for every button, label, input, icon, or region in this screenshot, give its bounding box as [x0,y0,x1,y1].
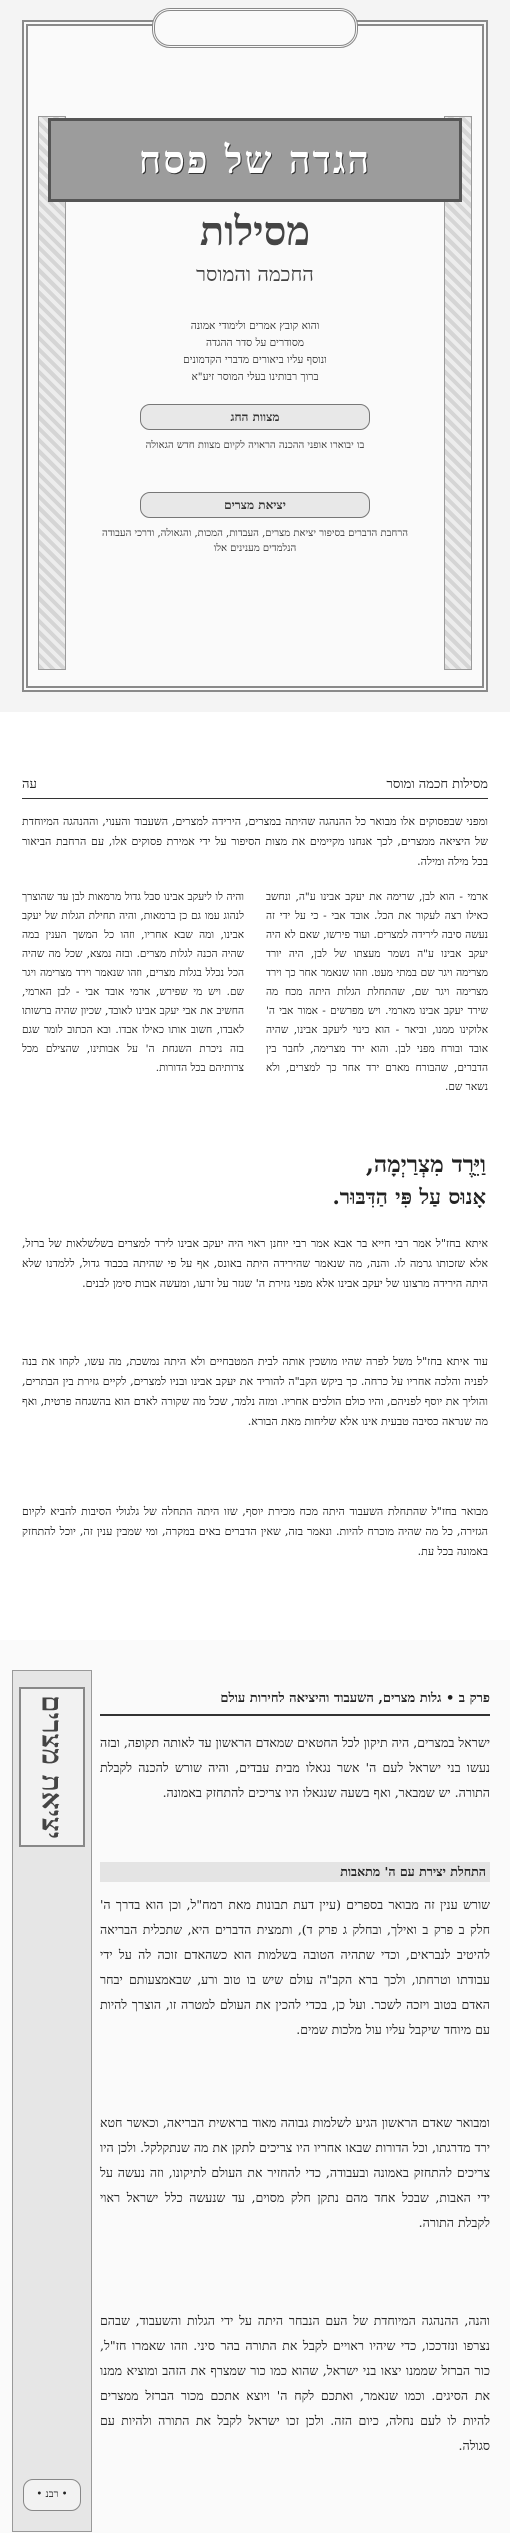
cover-subtitle: מסילות [199,208,311,255]
cover-description [90,318,420,386]
side-tab-title: יציאת מצרים [19,1687,85,1847]
chapter-header: פרק ב • גלות מצרים, השעבוד והיציאה לחירות עולם [100,1690,490,1716]
book-page-3 [0,1640,510,2533]
intro-paragraph: ומפני שבפסוקים אלו מבואר כל ההנהגה שהיתה במצרים, הירידה למצרים, השעבוד והענוי, וההנהגה המיוחדת של היציאה ממצרים, לכך אנחנו מקיימים את מצות הסיפור על ידי אמירת פסוקים אלו, עם הרחבת הביאור בכל מילה ומילה. [22,815,488,868]
section-subheading: אָנוּס עַל פִּי הַדִּבּוּר. [332,1184,486,1209]
page-number: עה [22,777,37,792]
paragraph: שורש ענין זה מבואר בספרים (עיין דעת תבונות מאת רמח"ל, וכן הוא בדרך ה' חלק ב פרק ב ואילך, ובחלק ג פרק ד), ותמצית הדברים היא, שתכלית הבריאה להיטיב לנבראים, וכדי שתהיה הטובה בשלמות הוא כשהאדם זוכה לה על ידי עבודתו וטרחתו, ולכך ברא הקב"ה עולם שיש בו טוב ורע, שבאמצעותם יבחר האדם בטוב ויזכה לשכר. ועל כן, בכדי להכין את העולם למטרה זו, הוצרך להיות עם מיוחד שיקבל עליו עול מלכות שמים. [100,1897,490,2037]
cover-line: מסודרים על סדר ההגדה [205,337,305,349]
cover-banner-2: יציאת מצרים [140,492,370,518]
cover-banner-1: מצוות החג [140,404,370,430]
side-tab [12,1670,92,2532]
paragraph: איתא בחז"ל אמר רבי חייא בר אבא אמר רבי יוחנן ראוי היה יעקב אבינו לירד למצרים בשלשלאות של ברזל, אלא שזכותו גרמה לו. והנה, מה שנאמר שהירידה היתה באונס, אף על פי שהיתה בכבוד גדול, ללמדנו שלא היתה הירידה מרצונו של יעקב אבינו אלא מפני גזירת ה' שגזר על זרעו, ומעשה אבות סימן לבנים. [22,1237,488,1290]
paragraph: ומבואר שאדם הראשון הגיע לשלמות גבוהה מאוד בראשית הבריאה, וכאשר חטא ירד מדרגתו, וכל הדורות שבאו אחריו היו צריכים לתקן את מה שנתקלקל. ולכן היו צריכים להתחזק באמונה ובעבודה, כדי להחזיר את העולם לתיקונו, וזה נעשה על ידי האבות, שבכל אחד מהם נתקן חלק מסוים, עד שנעשה כלל ישראל ראוי לקבלת התורה. [100,2115,490,2230]
column-right: ארמי - הוא לבן, שרימה את יעקב אבינו ע"ה, ונחשב כאילו רצה לעקור את הכל. אובד אבי - כי על ידי זה נעשה סיבה לירידה למצרים. ועוד פירשו, שאם לא היה יעקב אבינו ע"ה נשמר מעצתו של לבן, היה יורד מצרימה ויגר שם במתי מעט. וזהו שנאמר אחר כך וירד מצרימה ויגר שם, שהתחלת הגלות היתה מכח מה שירד יעקב אבינו מארמי. ויש מפרשים - אמור אבי ה' אלוקינו ממנו, וביאר - הוא כינוי ליעקב אבינו, שהיה אובד ובורח מפני לבן. והוא ירד מצרימה, לחבר בין הדברים, שהבורח מארם ירד אחר כך למצרים, ולא נשאר שם. [266,891,488,1093]
book-title: מסילות חכמה ומוסר [386,777,488,792]
column-left: והיה לו ליעקב אבינו סבל גדול מרמאות לבן עד שהוצרך לנהוג עמו גם כן ברמאות, והיה תחילת הגלות של יעקב אבינו, ומה שבא אחריו, וזהו כל המשך הענין במה שהיה הכנה לגלות מצרים. ובזה נמצא, שכל מה שהיה הכל נכלל בגלות מצרים, וזהו שנאמר וירד מצרימה ויגר שם. ויש מי שפירש, ארמי אובד אבי - לבן הארמי, החשיב את אבי יעקב אבינו לאובד, שכיון שהיה ברשותו לאבדו, חשוב אותו כאילו אבדו. ובא הכתוב לומר שגם בזה ניכרת השגחת ה' על אבותינו, שהצילם מכל צרותיהם בכל הדורות. [22,891,244,1074]
paragraph: עוד איתא בחז"ל משל לפרה שהיו מושכין אותה לבית המטבחיים ולא היתה נמשכת, מה עשו, לקחו את בנה לפניה והלכה אחריו על כרחה. כך ביקש הקב"ה להוריד את יעקב אבינו ובניו למצרים, לקיים גזירת בין הבתרים, והוליך את יוסף לפניהם, והיו כולם הולכים אחריו. ומזה נלמד, שכל מה שקורה לאדם הוא בהשגחה פרטית, ואף מה שנראה כסיבה טבעית אינו אלא שליחות מאת הבורא. [22,1355,488,1428]
running-header [22,776,488,799]
cover-note-1: בו יבוארו אופני ההכנה הראויה לקיום מצוות חדש הגאולה [145,440,365,451]
book-page-2 [0,712,510,1640]
cover-line: ונוסף עליו ביאורים מדברי הקדמונים [183,354,327,366]
cover-subtitle-2: החכמה והמוסר [196,262,314,286]
cover-line: ברוך רבותינו בעלי המוסר זיע"א [191,371,319,383]
cover-page [0,0,510,712]
top-ornament [152,8,358,48]
paragraph: והנה, ההנהגה המיוחדת של העם הנבחר היתה על ידי הגלות והשעבוד, שבהם נצרפו ונזדככו, כדי שיהיו ראויים לקבל את התורה בהר סיני. וזהו שאמרו חז"ל, כור הברזל שממנו יצאו בני ישראל, שהוא כמו כור שמצרף את הזהב ומוציא ממנו את הסיגים. וכמו שנאמר, ואתכם לקח ה' ויוצא אתכם מכור הברזל ממצרים להיות לו לעם נחלה, כיום הזה. ולכן זכו ישראל לקבל את התורה ולהיות עם סגולה. [100,2313,490,2453]
cover-line: והוא קובץ אמרים ולימודי אמונה [190,320,320,332]
side-tab-footer: • רבנ • [23,2479,81,2511]
intro-paragraph: ישראל במצרים, היה תיקון לכל החטאים שמאדם הראשון עד לאותה תקופה, ובזה נעשו בני ישראל לעם ה' אשר נגאלו מבית עבדים, והיה שורש להכנה לקבלת התורה. יש שמבאר, ואף בשעה שנגאלו היו צריכים להתחזק באמונה. [100,1735,490,1800]
subsection-heading: התחלת יצירת עם ה' מתאבות [100,1862,490,1882]
cover-note-2: הרחבת הדברים בסיפור יציאת מצרים, העבדות, המכות, והגאולה, ודרכי העבודה הנלמדים מענינים אלו [101,528,408,554]
section-heading: וַיֵּרֶד מִצְרַיְמָה, [365,1151,486,1178]
cover-title: הגדה של פסח [48,118,462,202]
paragraph: מבואר בחז"ל שהתחלת השעבוד היתה מכח מכירת יוסף, שזו היתה התחלה של גלגולי הסיבות להביא לקיום הגזירה, כל מה שהיה מוכרח להיות. ונאמר בזה, שאין הדברים באים במקרה, ומי שמבין ענין זה, יוכל להתחזק באמונה בכל עת. [22,1505,488,1558]
